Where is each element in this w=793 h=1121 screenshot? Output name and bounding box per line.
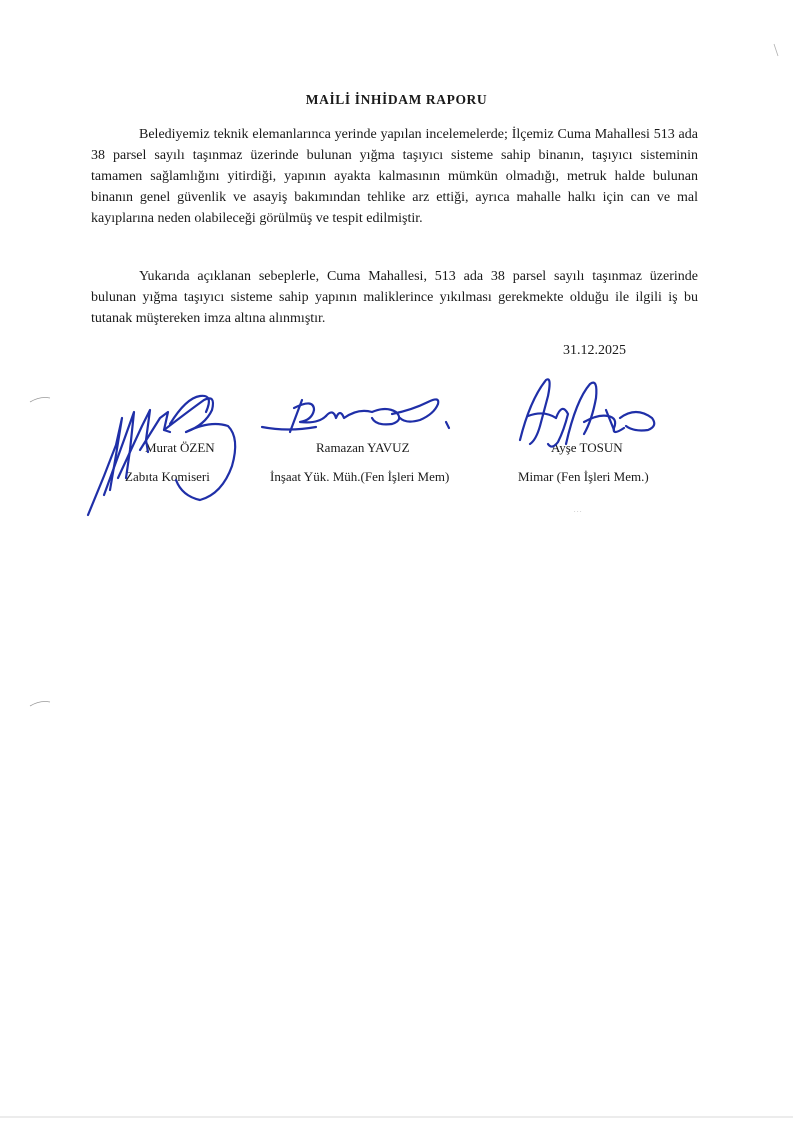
paragraph-conclusion-text: Yukarıda açıklanan sebeplerle, Cuma Mahallesi, 513 ada 38 parsel sayılı taşınmaz üzerinde bulunan yığma taşıyıcı sisteme sahip yapının maliklerince yıkılması gerekmekte olduğu ile ilgili iş bu tutanak müştereken imza altına alınmıştır. [91,269,698,326]
signatory-2-name: Ramazan YAVUZ [316,440,410,455]
paragraph-conclusion [91,266,698,329]
signature-2 [262,399,449,432]
report-date: 31.12.2025 [563,343,626,358]
paragraph-findings [91,124,698,229]
paragraph-findings-text: Belediyemiz teknik elemanlarınca yerinde yapılan incelemelerde; İlçemiz Cuma Mahallesi 513 ada 38 parsel sayılı taşınmaz üzerinde bulunan yığma taşıyıcı sisteme sahip binanın, taşıyıcı sisteminin tamamen sağlamlığını yitirdiği, yapının ayakta kalmasının mümkün olmadığı, metruk halde bulunan binanın genel güvenlik ve asayiş bakımından tehlike arz ettiği, ayrıca mahalle halkı için can ve mal kayıplarına neden olabileceği görülmüş ve tespit edilmiştir. [91,127,698,226]
signatory-3-role: Mimar (Fen İşleri Mem.) [518,469,649,484]
signatory-3-name: Ayşe TOSUN [551,440,623,455]
signatory-2-role: İnşaat Yük. Müh.(Fen İşleri Mem) [270,469,450,484]
signatory-1-role: Zabıta Komiseri [125,469,210,484]
signatory-1-name: Murat ÖZEN [145,440,215,455]
svg-text:. . .: . . . [574,508,582,514]
report-title: MAİLİ İNHİDAM RAPORU [305,92,488,107]
signature-3 [520,379,654,446]
